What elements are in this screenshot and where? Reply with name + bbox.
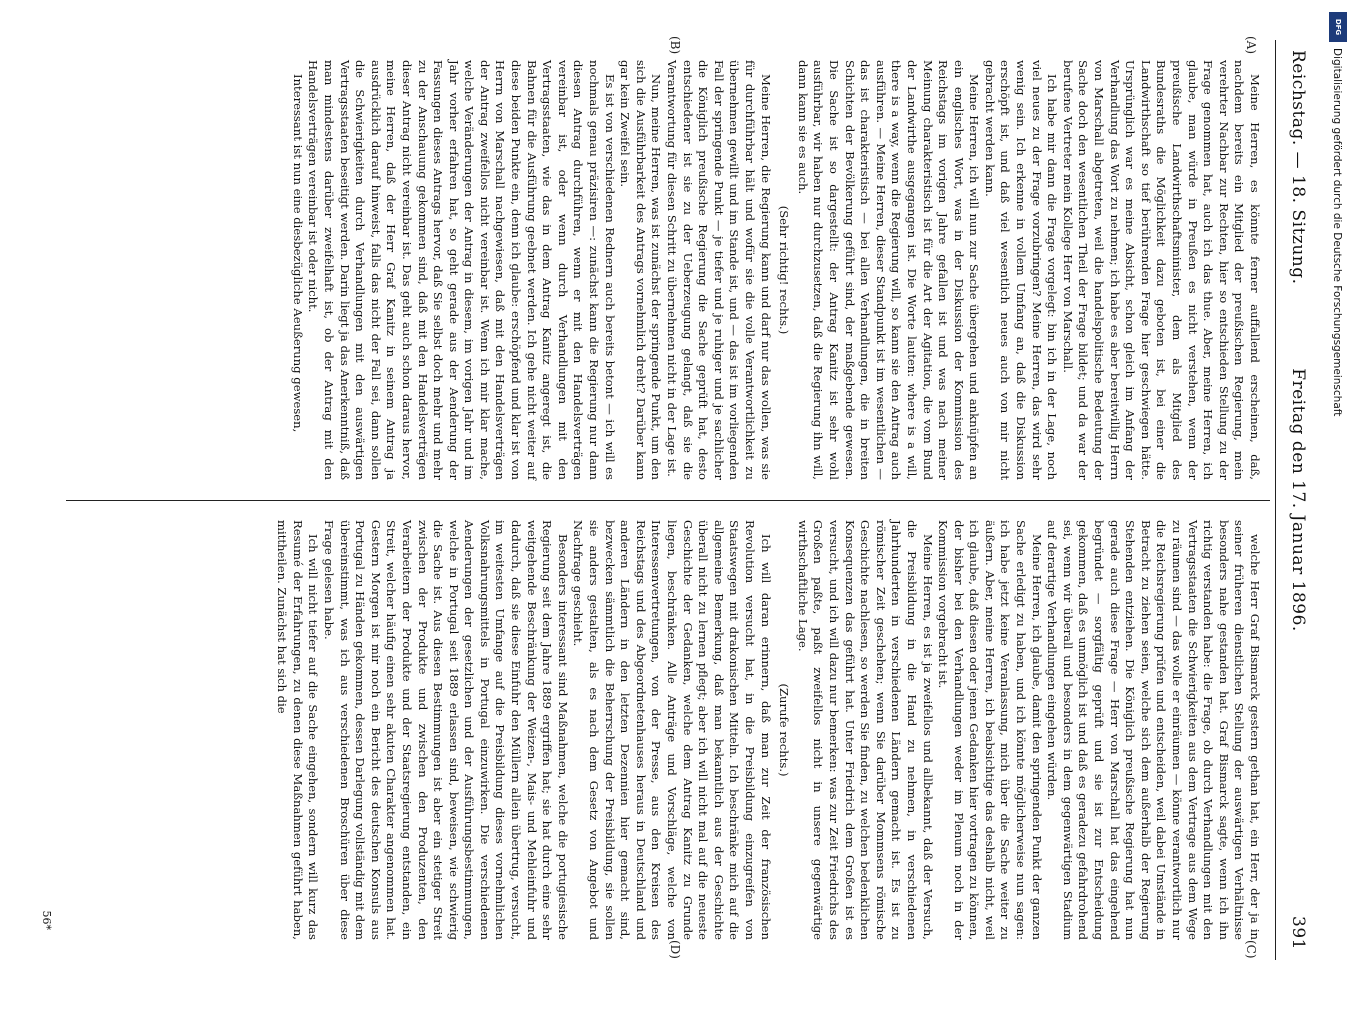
dfg-logo: DFG xyxy=(1329,12,1347,42)
paragraph: Meine Herren, es ist ja zweifellos und allbekannt, daß der Versuch, die Preisbildung in die Hand zu nehmen, in verschiedenen Jahrhunderten in verschiedenen Ländern gemacht ist. Es ist zu römischer Zeit geschehen; wenn Sie darüber Mommsens römische Geschichte nachlesen, so werden Sie finden, zu welchen bedenklichen Konsequenzen das geführt hat. Unter Friedrich dem Großen ist es versucht, und ich will dazu nur bemerken: was zur Zeit Friedrichs des Großen paßte, paßt zweifellos nicht in unsere gegenwärtige wirthschaftliche Lage. xyxy=(795,520,935,940)
header-session: Reichstag. — 18. Sitzung. xyxy=(1288,50,1308,285)
header-page-number: 391 xyxy=(1288,916,1308,950)
paragraph: Ich habe mir dann die Frage vorgelegt: bin ich in der Lage, noch viel neues zu der Frage vorzubringen? Meine Herren, das wird sehr wenig sein. Ich erkenne in vollem Umfang an, daß die Diskussion erschöpft ist, und daß viel wesentlich neues auch von mir nicht gebracht werden kann. xyxy=(982,60,1060,480)
header-date: Freitag den 17. Januar 1896. xyxy=(1288,368,1308,632)
paragraph: Ich will daran erinnern, daß man zur Zeit der französischen Revolution versucht hat, in die Preisbildung einzugreifen von Staatswegen mit drakonischen Mitteln. Ich beschränke mich auf die allgemeine Bemerkung, daß man bekanntlich aus der Geschichte überall nicht zu lernen pflegt; aber ich will nicht mal auf die neueste Geschichte der Gedanken, welche dem Antrag Kanitz zu Grunde liegen, beschränken. Alle Anträge und Vorschläge, welche von Interessenvertretungen, von der Presse, aus den Kreisen des Reichstags und des Abgeordnetenhauses heraus in Deutschland und anderen Ländern in den letzten Dezennien hier gemacht sind, bezwecken sämmtlich die Beherrschung der Preisbildung, sie sollen sie anders gestalten, als es nach dem Gesetz von Angebot und Nachfrage geschieht. xyxy=(571,520,773,940)
paragraph: Nun, meine Herren, was ist zunächst der springende Punkt, um den sich die Ausführbarkeit des Antrags vornehmlich dreht? Darüber kann gar kein Zweifel sein. xyxy=(618,60,664,480)
paragraph: Meine Herren, ich glaube, damit den springenden Punkt der ganzen Sache erledigt zu haben, und ich könnte möglicherweise nun sagen: ich habe jetzt keine Veranlassung, mich über die Sache weiter zu äußern. Aber, meine Herren, ich beabsichtige das deshalb nicht, weil ich glaube, daß diesen oder jenen Gedanken hier vortragen zu können, der bisher bei den Verhandlungen weder im Plenum noch in der Kommission vorgebracht ist. xyxy=(936,520,1044,940)
document-page xyxy=(32,0,1322,1000)
interjection: (Zurufe rechts.) xyxy=(777,683,792,777)
margin-marker-a: (A) xyxy=(1244,36,1258,55)
paragraph: Meine Herren, ich will nun zur Sache übergehen und anknüpfen an ein englisches Wort, was in der Diskussion der Kommission des Reichstags im vorigen Jahre gefallen ist und was nach meiner Meinung charakteristisch ist für die Art der Agitation, die vom Bund der Landwirthe ausgegangen ist. Die Worte lauten: where is a will, there is a way, wenn die Regierung will, so kann sie den Antrag auch ausführen. — Meine Herren, dieser Standpunkt ist im wesentlichen — das ist charakteristisch — bei allen Verhandlungen, die in breiten Schichten der Bevölkerung geführt sind, der maßgebende gewesen. Die Sache ist so dargestellt: der Antrag Kanitz ist sehr wohl ausführbar, wir haben nur durchzusetzen, daß die Regierung ihn will, dann kann sie es auch. xyxy=(795,60,982,480)
interjection: (Sehr richtig! rechts.) xyxy=(777,205,792,335)
paragraph: Meine Herren, es könnte ferner auffallend erscheinen, daß, nachdem bereits ein Mitglied der preußischen Regierung, mein verehrter Nachbar zur Rechten, hier so entschieden Stellung zu der Frage genommen hat, auch ich das thue. Aber, meine Herren, ich glaube, man würde in Preußen es nicht verstehen, wenn der preußische Landwirthschaftsminister, dem als Mitglied des Bundesraths die Möglichkeit dazu geboten ist, bei einer die Landwirthschaft so tief berührenden Frage hier geschwiegen hätte. Ursprünglich war es meine Absicht, schon gleich im Anfang der Verhandlung das Wort zu nehmen; ich habe es aber bereitwillig Herrn von Marschall abgetreten, weil die handelspolitische Bedeutung der Sache doch den wesentlichen Theil der Frage bildet; und da war der berufene Vertreter mein Kollege Herr von Marschall. xyxy=(1060,60,1262,480)
paragraph: Besonders interessant sind Maßnahmen, welche die portugiesische Regierung seit dem Jahre 1889 ergriffen hat; sie hat durch eine sehr weitgehende Beschränkung der Weizen-, Mais- und Mehleinfuhr und dadurch, daß sie diese Einfuhr den Müllern allein übertrug, versucht, im weitesten Umfange auf die Preisbildung dieses vornehmlichen Volksnahrungsmittels in Portugal einzuwirken. Die verschiedenen Aenderungen der gesetzlichen und der Ausführungsbestimmungen, welche in Portugal seit 1889 erlassen sind, beweisen, wie schwierig die Sache ist. Aus diesen Bestimmungen ist aber ein stetiger Streit zwischen der Produkte und zwischen den Produzenten, den Verarbeitern der Produkte und der Staatsregierung entstanden, ein Streit, welcher häufig einen sehr akuten Charakter angenommen hat. Gestern Morgen ist mir noch ein Bericht des deutschen Konsuls aus Portugal zu Händen gekommen, dessen Darlegung vollständig mit dem übereinstimmt, was ich aus verschiedenen Broschüren über diese Frage gelesen habe. xyxy=(321,520,570,940)
text-column-left xyxy=(289,60,1262,480)
header-rule xyxy=(1275,40,1276,960)
text-column-right xyxy=(274,520,1262,940)
margin-marker-c: (C) xyxy=(1244,940,1258,959)
paragraph: Interessant ist nun eine diesbezügliche Aeußerung gewesen, xyxy=(290,74,305,433)
column-divider xyxy=(66,500,1270,501)
paragraph: Ich will nicht tiefer auf die Sache eingehen, sondern will kurz das Resumé der Erfahrungen, zu denen diese Maßnahmen geführt haben, mittheilen. Zunächst hat sich die xyxy=(275,520,321,940)
paragraph: Meine Herren, die Regierung kann und darf nur das wollen, was sie für durchführbar hält und wofür sie die volle Verantwortlichkeit zu übernehmen gewillt und im Stande ist, und — das ist im vorliegenden Fall der springende Punkt — je tiefer und je ruhiger und je sachlicher die Königlich preußische Regierung die Sache geprüft hat, desto entschiedener ist sie zu der Ueberzeugung gelangt, daß sie die Verantwortung für diesen Schritt zu übernehmen nicht in der Lage ist. xyxy=(665,60,773,480)
margin-marker-b: (B) xyxy=(668,36,682,55)
paragraph: welche Herr Graf Bismarck gestern gethan hat, ein Herr, der ja in seiner früheren dienstlichen Stellung der auswärtigen Verhältnisse besonders nahe gestanden hat. Graf Bismarck sagte, wenn ich ihn richtig verstanden habe: die Frage, ob durch Verhandlungen mit den Vertragsstaaten die Schwierigkeiten aus dem Vertrage aus dem Wege zu räumen sind — das wolle er einräumen — könne verantwortlich nur die Reichsregierung prüfen und entscheiden, weil dabei Umstände in Betracht zu ziehen seien, welche sich dem außerhalb der Regierung Stehenden entziehen. Die Königlich preußische Regierung hat nun gerade auch diese Frage — Herr von Marschall hat das eingehend begründet — sorgfältig geprüft und sie ist zur Entscheidung gekommen, daß es unmöglich ist und daß es geradezu gefahrdrohend sei, wenn wir überall und besonders in dem gegenwärtigen Stadium auf derartige Verhandlungen eingehen würden. xyxy=(1045,520,1262,940)
sheet-number: 56* xyxy=(40,910,53,930)
paragraph: Es ist von verschiedenen Rednern auch bereits betont — ich will es nochmals genau präzisiren —: zunächst kann die Regierung nur dann diesen Antrag durchführen, wenn er mit den Handelsverträgen vereinbar ist, oder wenn durch Verhandlungen mit den Vertragsstaaten, wie das in dem Antrag Kanitz angeregt ist, die Bahnen für die Ausführung geebnet werden. Ich gehe nicht weiter auf diese beiden Punkte ein, denn ich glaube: erschöpfend und klar ist von Herrn von Marschall nachgewiesen, daß mit den Handelsverträgen der Antrag zweifellos nicht vereinbar ist. Wenn ich mir klar mache, welche Veränderungen der Antrag in diesem, im vorigen Jahr und im Jahr vorher erfahren hat, so geht gerade aus der Aenderung der Fassungen dieses Antrags hervor, daß Sie selbst doch mehr und mehr zu der Anschauung gekommen sind, daß mit den Handelsverträgen dieser Antrag nicht vereinbar ist. Das geht auch schon daraus hervor, meine Herren, daß der Herr Graf Kanitz in seinem Antrag ja ausdrücklich darauf hinweist, falls das nicht der Fall sei, dann sollen die Schwierigkeiten durch Verhandlungen mit den auswärtigen Vertragsstaaten beseitigt werden. Darin liegt ja das Anerkenntniß, daß man mindestens darüber zweifelhaft ist, ob der Antrag mit den Handelsverträgen vereinbar ist oder nicht. xyxy=(306,60,617,480)
credit-text: Digitalisierung gefördert durch die Deutsche Forschungsgemeinschaft xyxy=(1331,48,1343,417)
page-header xyxy=(1278,40,1308,960)
margin-marker-d: (D) xyxy=(668,940,682,959)
digitization-credit xyxy=(1327,8,1349,998)
